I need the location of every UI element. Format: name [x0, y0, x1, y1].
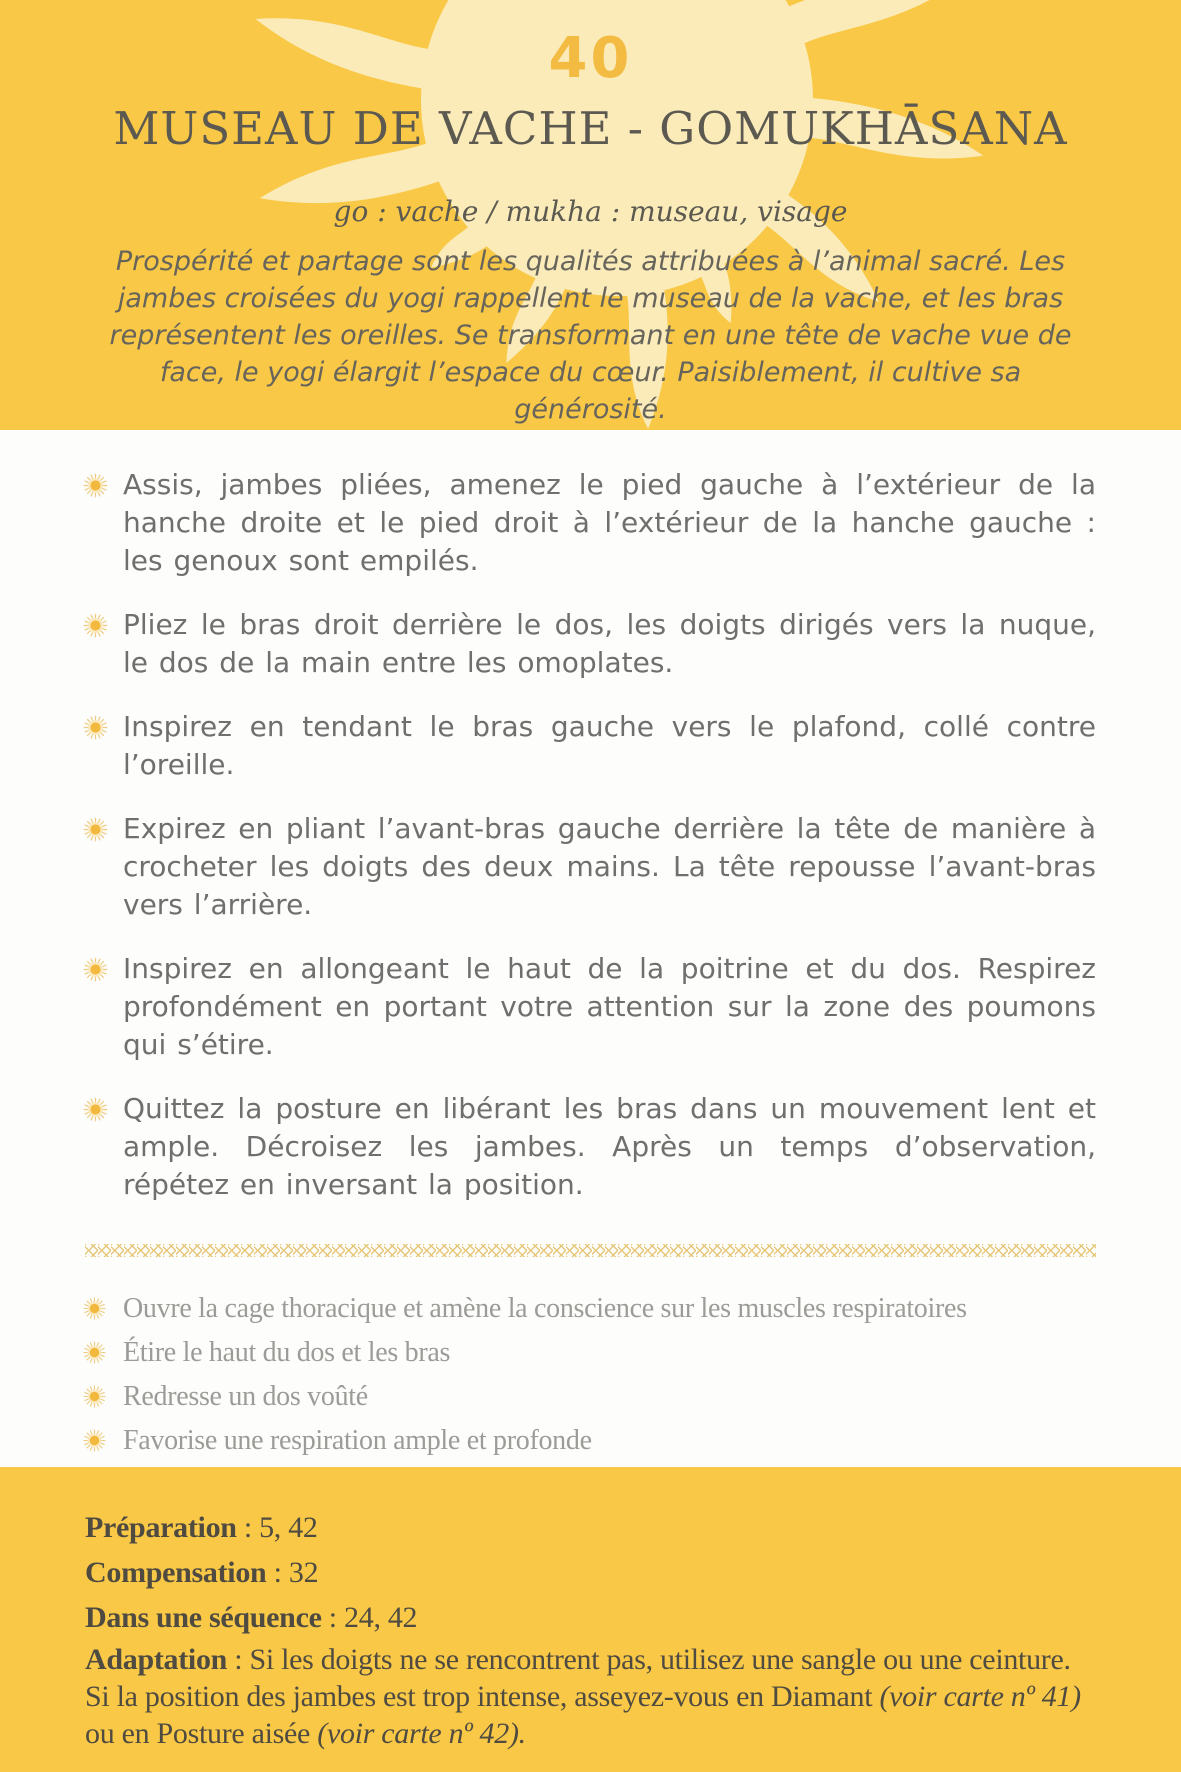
sun-bullet-icon [81, 955, 110, 984]
instruction-text: Pliez le bras droit derrière le dos, les doigts dirigés vers la nuque, le dos de la main entre les omoplates. [123, 608, 1096, 679]
sanskrit-etymology: go : vache / mukha : museau, visage [333, 195, 848, 228]
page-title: MUSEAU DE VACHE - GOMUKHĀSANA [113, 102, 1068, 155]
adaptation-card-ref: (voir carte nº 42). [317, 1717, 526, 1750]
preparation-label: Préparation [85, 1511, 237, 1544]
instruction-text: Inspirez en allongeant le haut de la poitrine et du dos. Respirez profondément en portant votre attention sur la zone des poumons qui s’étire. [123, 952, 1096, 1061]
card-number: 40 [548, 26, 633, 91]
benefit-text: Ouvre la cage thoracique et amène la conscience sur les muscles respiratoires [123, 1293, 967, 1324]
instruction-item [85, 950, 1096, 1064]
instruction-text: Quittez la posture en libérant les bras dans un mouvement lent et ample. Décroisez les jambes. Après un temps d’observation, répétez en inversant la position. [123, 1092, 1096, 1201]
adaptation-text: : Si les doigts ne se rencontrent pas, utilisez une sangle ou une ceinture. Si la position des jambes est trop intense, asseyez-vous en Diamant [85, 1643, 1071, 1713]
benefit-item [85, 1381, 1096, 1412]
adaptation-paragraph [85, 1641, 1096, 1752]
instructions-list [85, 466, 1096, 1204]
card-header [0, 0, 1181, 430]
sun-bullet-icon [81, 815, 110, 844]
benefit-item [85, 1337, 1096, 1368]
intro-text: Prospérité et partage sont les qualités attribuées à l’animal sacré. Les jambes croisées du yogi rappellent le museau de la vache, et les bras représentent les oreilles. Se transformant en une tête de vache vue de face, le yogi élargit l’espace du cœur. Paisiblement, il cultive sa générosité. [109, 246, 1072, 425]
compensation-value: : 32 [266, 1556, 319, 1589]
adaptation-text: ou en Posture aisée [85, 1717, 318, 1750]
instruction-text: Assis, jambes pliées, amenez le pied gauche à l’extérieur de la hanche droite et le pied droit à l’extérieur de la hanche gauche : les genoux sont empilés. [123, 468, 1096, 577]
instruction-text: Inspirez en tendant le bras gauche vers le plafond, collé contre l’oreille. [123, 710, 1096, 781]
sun-bullet-icon [81, 1295, 108, 1322]
sun-bullet-icon [81, 1383, 108, 1410]
instruction-text: Expirez en pliant l’avant-bras gauche derrière la tête de manière à crocheter les doigts des deux mains. La tête repousse l’avant-bras vers l’arrière. [123, 812, 1096, 921]
instruction-item [85, 708, 1096, 784]
sequence-row [85, 1595, 1096, 1640]
instruction-item [85, 466, 1096, 580]
compensation-label: Compensation [85, 1556, 267, 1589]
sequence-label: Dans une séquence [85, 1601, 322, 1634]
card-footer [0, 1467, 1181, 1772]
benefits-list [85, 1293, 1096, 1456]
sun-bullet-icon [81, 1339, 108, 1366]
adaptation-label: Adaptation [85, 1643, 228, 1676]
preparation-row [85, 1505, 1096, 1550]
sun-bullet-icon [81, 611, 110, 640]
diamond-divider [85, 1244, 1096, 1257]
sequence-value: : 24, 42 [321, 1601, 418, 1634]
benefit-item [85, 1425, 1096, 1456]
preparation-value: : 5, 42 [236, 1511, 318, 1544]
benefit-text: Favorise une respiration ample et profonde [123, 1425, 592, 1456]
adaptation-card-ref: (voir carte nº 41) [879, 1680, 1081, 1713]
card-body [0, 430, 1181, 1467]
sun-bullet-icon [81, 1427, 108, 1454]
sun-bullet-icon [81, 713, 110, 742]
sun-bullet-icon [81, 1095, 110, 1124]
instruction-item [85, 1090, 1096, 1204]
compensation-row [85, 1550, 1096, 1595]
sun-bullet-icon [81, 471, 110, 500]
benefit-text: Étire le haut du dos et les bras [123, 1337, 451, 1368]
benefit-item [85, 1293, 1096, 1324]
benefit-text: Redresse un dos voûté [123, 1381, 368, 1412]
instruction-item [85, 810, 1096, 924]
instruction-item [85, 606, 1096, 682]
